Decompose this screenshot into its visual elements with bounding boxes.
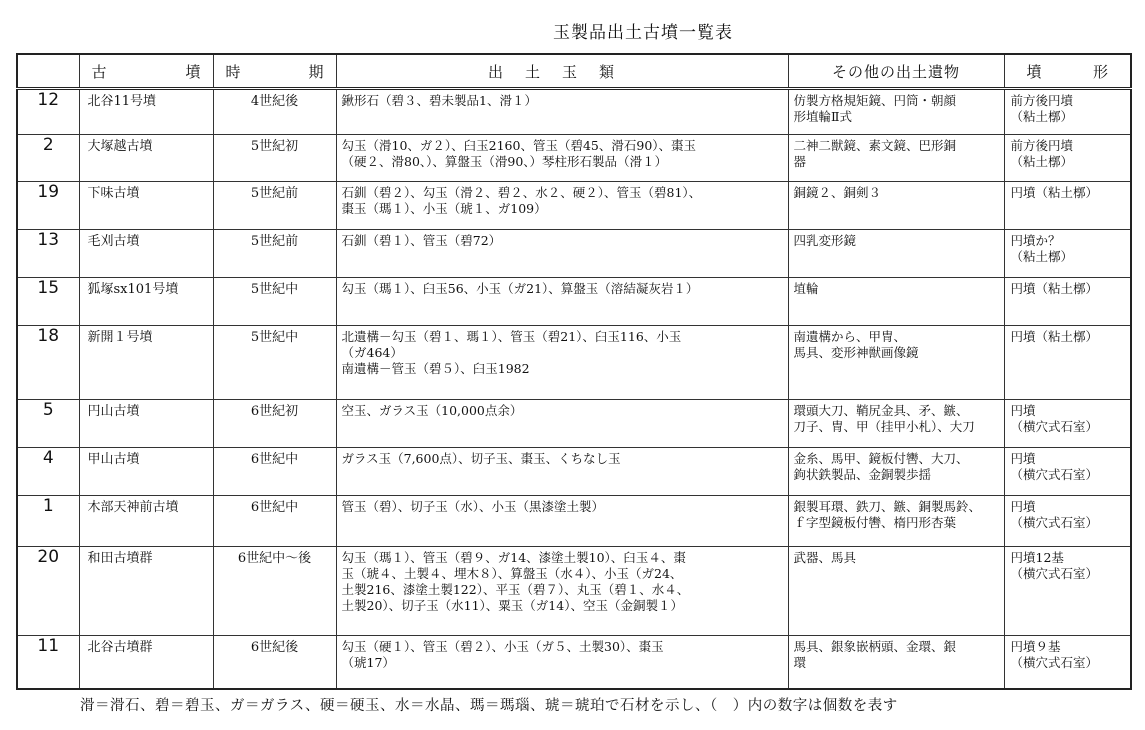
- header-period-2: 期: [308, 62, 324, 81]
- jewels-cell: [336, 326, 788, 400]
- table-row: [17, 326, 1131, 400]
- jewels-cell: [336, 636, 788, 689]
- shape-line: （横穴式石室）: [1010, 419, 1099, 434]
- shape-line: （粘土槨）: [1010, 249, 1074, 264]
- jewels-cell: [336, 400, 788, 448]
- header-no: [17, 54, 79, 89]
- jewels-cell: [336, 547, 788, 636]
- other-line: 馬具、変形神獣画像鏡: [793, 345, 919, 360]
- other-line: 環: [793, 655, 807, 670]
- shape-cell: [1004, 496, 1131, 547]
- other-line: 馬具、銀象嵌柄頭、金環、銀: [793, 639, 957, 654]
- period: 5世紀中: [213, 326, 336, 400]
- shape-line: （粘土槨）: [1010, 154, 1074, 169]
- other-line: 四乳変形鏡: [793, 233, 857, 248]
- period: 5世紀前: [213, 182, 336, 230]
- period: 6世紀後: [213, 636, 336, 689]
- other-line: 南遺構から、甲冑、: [793, 329, 907, 344]
- jewels-line: ガラス玉（7,600点）、切子玉、棗玉、くちなし玉: [341, 451, 621, 466]
- kofun-table: [16, 53, 1132, 690]
- period: 6世紀中: [213, 448, 336, 496]
- row-number: 18: [17, 326, 79, 400]
- other-line: 仿製方格規矩鏡、円筒・朝顔: [793, 93, 957, 108]
- other-cell: [788, 135, 1004, 182]
- other-cell: [788, 547, 1004, 636]
- jewels-cell: [336, 135, 788, 182]
- other-cell: [788, 230, 1004, 278]
- header-other: その他の出土遺物: [788, 54, 1004, 89]
- jewels-cell: [336, 182, 788, 230]
- kofun-name: 木部天神前古墳: [79, 496, 213, 547]
- shape-line: 円墳12基: [1010, 550, 1064, 565]
- kofun-name: 北谷古墳群: [79, 636, 213, 689]
- row-number: 1: [17, 496, 79, 547]
- shape-line: 円墳（粘土槨）: [1010, 329, 1099, 344]
- jewels-line: 石釧（碧２）、勾玉（滑２、碧２、水２、硬２）、管玉（碧81）、: [341, 185, 702, 200]
- other-line: 形埴輪Ⅱ式: [793, 109, 852, 124]
- table-row: [17, 636, 1131, 689]
- period: 5世紀中: [213, 278, 336, 326]
- table-row: [17, 496, 1131, 547]
- shape-cell: [1004, 448, 1131, 496]
- shape-line: 円墳: [1010, 403, 1036, 418]
- kofun-name: 円山古墳: [79, 400, 213, 448]
- shape-cell: [1004, 278, 1131, 326]
- table-row: [17, 278, 1131, 326]
- header-period: [213, 54, 336, 89]
- jewels-cell: [336, 496, 788, 547]
- other-line: 金糸、馬甲、鏡板付轡、大刀、: [793, 451, 969, 466]
- jewels-line: 勾玉（瑪１）、管玉（碧９、ガ14、漆塗土製10）、臼玉４、棗: [341, 550, 686, 565]
- other-line: 銅鏡２、銅剣３: [793, 185, 882, 200]
- jewels-line: 管玉（碧）、切子玉（水）、小玉（黒漆塗土製）: [341, 499, 605, 514]
- table-row: [17, 448, 1131, 496]
- jewels-line: （ガ464）: [341, 345, 403, 360]
- header-jewels: 出土玉類: [336, 54, 788, 89]
- jewels-line: 玉（琥４、土製４、埋木８）、算盤玉（水４）、小玉（ガ24、: [341, 566, 683, 581]
- footnote: 滑＝滑石、碧＝碧玉、ガ＝ガラス、硬＝硬玉、水＝水晶、瑪＝瑪瑙、琥＝琥珀で石材を示し、（ ）内の数字は個数を表す: [80, 698, 898, 714]
- other-cell: [788, 636, 1004, 689]
- shape-line: （横穴式石室）: [1010, 467, 1099, 482]
- header-shape-2: 形: [1092, 62, 1108, 81]
- shape-cell: [1004, 636, 1131, 689]
- period: 5世紀初: [213, 135, 336, 182]
- row-number: 15: [17, 278, 79, 326]
- row-number: 13: [17, 230, 79, 278]
- header-kofun: [79, 54, 213, 89]
- kofun-name: 甲山古墳: [79, 448, 213, 496]
- jewels-line: 北遺構－勾玉（碧１、瑪１）、管玉（碧21）、臼玉116、小玉: [341, 329, 682, 344]
- jewels-line: 鍬形石（碧３、碧未製品1、滑１）: [341, 93, 537, 108]
- jewels-line: 南遺構－管玉（碧５）、臼玉1982: [341, 361, 530, 376]
- other-line: 銀製耳環、鉄刀、鏃、銅製馬鈴、: [793, 499, 982, 514]
- kofun-name: 狐塚sx101号墳: [79, 278, 213, 326]
- jewels-line: 土製20）、切子玉（水11）、粟玉（ガ14）、空玉（金銅製１）: [341, 598, 683, 613]
- shape-cell: [1004, 135, 1131, 182]
- table-row: [17, 182, 1131, 230]
- shape-cell: [1004, 326, 1131, 400]
- jewels-line: 土製216、漆塗土製122）、平玉（碧７）、丸玉（碧１、水４、: [341, 582, 690, 597]
- header-kofun-2: 墳: [185, 62, 201, 81]
- shape-line: 円墳（粘土槨）: [1010, 185, 1099, 200]
- jewels-cell: [336, 89, 788, 135]
- period: 4世紀後: [213, 89, 336, 135]
- shape-line: （横穴式石室）: [1010, 655, 1099, 670]
- shape-line: 前方後円墳: [1010, 138, 1074, 153]
- jewels-cell: [336, 448, 788, 496]
- shape-cell: [1004, 400, 1131, 448]
- shape-line: 円墳（粘土槨）: [1010, 281, 1099, 296]
- table-row: [17, 89, 1131, 135]
- period: 6世紀中: [213, 496, 336, 547]
- row-number: 2: [17, 135, 79, 182]
- other-line: 武器、馬具: [793, 550, 857, 565]
- shape-cell: [1004, 89, 1131, 135]
- jewels-cell: [336, 278, 788, 326]
- jewels-line: 勾玉（瑪１）、臼玉56、小玉（ガ21）、算盤玉（溶結凝灰岩１）: [341, 281, 699, 296]
- row-number: 19: [17, 182, 79, 230]
- row-number: 5: [17, 400, 79, 448]
- jewels-line: 棗玉（瑪１）、小玉（琥１、ガ109）: [341, 201, 547, 216]
- shape-line: 前方後円墳: [1010, 93, 1074, 108]
- jewels-cell: [336, 230, 788, 278]
- shape-cell: [1004, 230, 1131, 278]
- shape-cell: [1004, 547, 1131, 636]
- jewels-line: 空玉、ガラス玉（10,000点余）: [341, 403, 523, 418]
- other-line: 環頭大刀、鞘尻金具、矛、鏃、: [793, 403, 969, 418]
- period: 6世紀初: [213, 400, 336, 448]
- other-cell: [788, 448, 1004, 496]
- other-cell: [788, 496, 1004, 547]
- other-line: 器: [793, 154, 807, 169]
- shape-line: （粘土槨）: [1010, 109, 1074, 124]
- table-row: [17, 547, 1131, 636]
- jewels-line: （硬２、滑80、）、算盤玉（滑90、）琴柱形石製品（滑１）: [341, 154, 668, 169]
- kofun-name: 大塚越古墳: [79, 135, 213, 182]
- other-line: ｆ字型鏡板付轡、楕円形杏葉: [793, 515, 957, 530]
- row-number: 11: [17, 636, 79, 689]
- header-row: [17, 54, 1131, 89]
- jewels-line: 勾玉（滑10、ガ２）、臼玉2160、管玉（碧45、滑石90）、棗玉: [341, 138, 697, 153]
- table-row: [17, 400, 1131, 448]
- table-row: [17, 230, 1131, 278]
- row-number: 20: [17, 547, 79, 636]
- other-cell: [788, 182, 1004, 230]
- other-line: 埴輪: [793, 281, 819, 296]
- jewels-line: 石釧（碧１）、管玉（碧72）: [341, 233, 502, 248]
- jewels-line: （琥17）: [341, 655, 395, 670]
- other-line: 刀子、冑、甲（挂甲小札）、大刀: [793, 419, 975, 434]
- kofun-name: 北谷11号墳: [79, 89, 213, 135]
- other-line: 鉤状鉄製品、金銅製歩揺: [793, 467, 932, 482]
- shape-line: 円墳: [1010, 451, 1036, 466]
- other-cell: [788, 326, 1004, 400]
- header-period-1: 時: [225, 62, 241, 81]
- kofun-name: 下味古墳: [79, 182, 213, 230]
- header-kofun-1: 古: [91, 62, 107, 81]
- period: 6世紀中～後: [213, 547, 336, 636]
- shape-line: （横穴式石室）: [1010, 515, 1099, 530]
- other-cell: [788, 278, 1004, 326]
- shape-line: 円墳: [1010, 499, 1036, 514]
- table-row: [17, 135, 1131, 182]
- other-cell: [788, 89, 1004, 135]
- shape-line: （横穴式石室）: [1010, 566, 1099, 581]
- row-number: 4: [17, 448, 79, 496]
- other-line: 二神二獣鏡、素文鏡、巴形銅: [793, 138, 957, 153]
- shape-line: 円墳か？: [1010, 233, 1061, 248]
- kofun-name: 毛刈古墳: [79, 230, 213, 278]
- kofun-name: 新開１号墳: [79, 326, 213, 400]
- kofun-name: 和田古墳群: [79, 547, 213, 636]
- header-shape: [1004, 54, 1131, 89]
- jewels-line: 勾玉（硬１）、管玉（碧２）、小玉（ガ５、土製30）、棗玉: [341, 639, 664, 654]
- row-number: 12: [17, 89, 79, 135]
- shape-line: 円墳９基: [1010, 639, 1061, 654]
- shape-cell: [1004, 182, 1131, 230]
- other-cell: [788, 400, 1004, 448]
- page-title: 玉製品出土古墳一覧表: [553, 23, 733, 43]
- header-shape-1: 墳: [1026, 62, 1042, 81]
- period: 5世紀前: [213, 230, 336, 278]
